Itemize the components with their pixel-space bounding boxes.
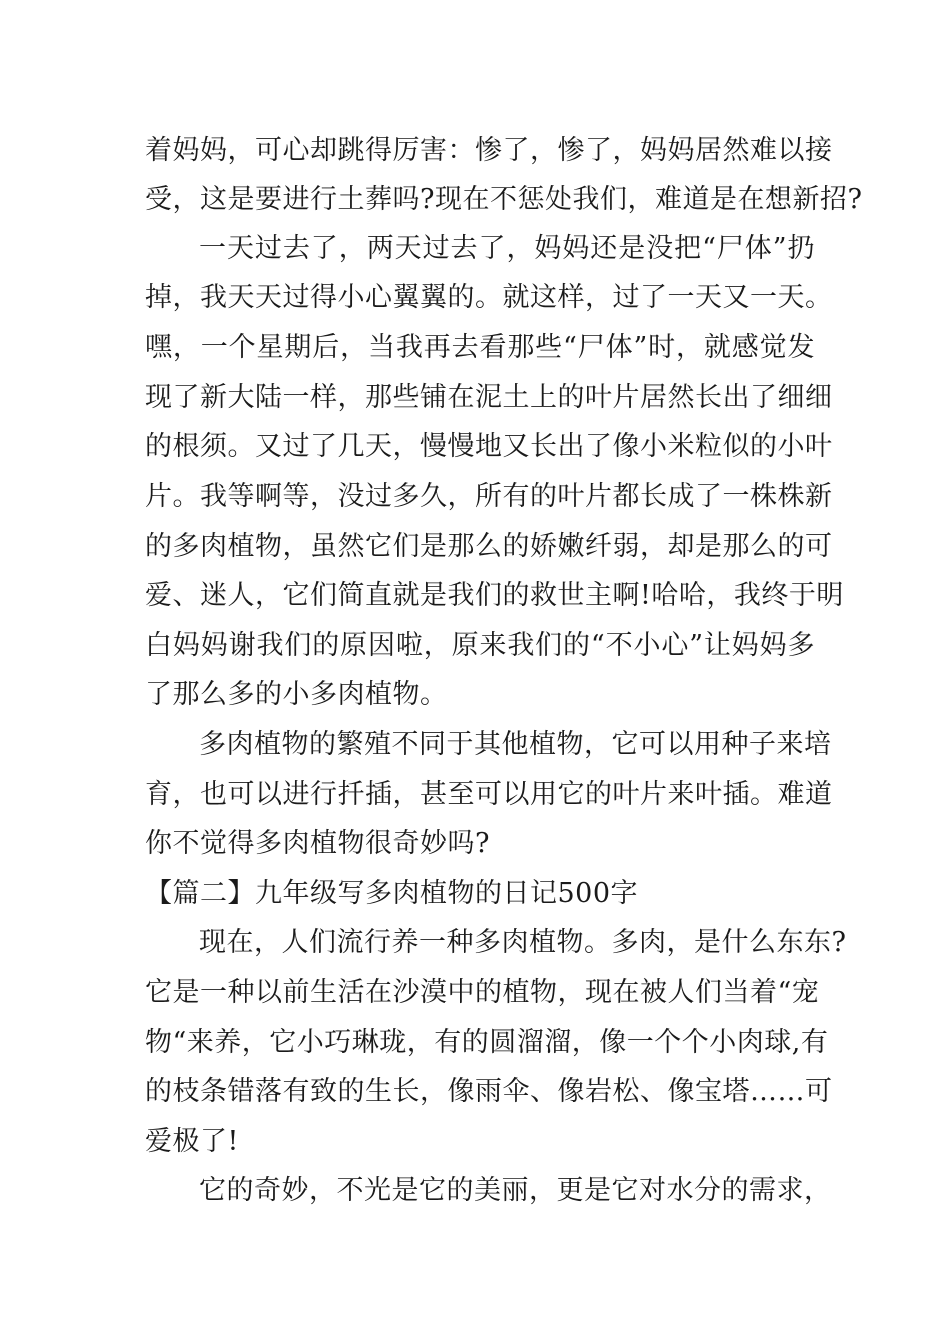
text-line: 片。我等啊等，没过多久，所有的叶片都长成了一株株新 <box>145 481 833 512</box>
text-line: 育，也可以进行扦插，甚至可以用它的叶片来叶插。难道 <box>145 779 833 810</box>
text-line: 受，这是要进行土葬吗?现在不惩处我们，难道是在想新招? <box>145 184 863 215</box>
text-line: 白妈妈谢我们的原因啦，原来我们的“不小心”让妈妈多 <box>145 630 815 661</box>
text-line: 的枝条错落有致的生长，像雨伞、像岩松、像宝塔……可 <box>145 1076 833 1107</box>
text-line: 嘿，一个星期后，当我再去看那些“尸体”时，就感觉发 <box>145 332 815 363</box>
text-line: 它的奇妙，不光是它的美丽，更是它对水分的需求， <box>199 1175 832 1206</box>
text-line: 的多肉植物，虽然它们是那么的娇嫩纤弱，却是那么的可 <box>145 531 833 562</box>
text-line: 爱极了! <box>145 1126 239 1157</box>
text-line: 爱、迷人，它们简直就是我们的救世主啊!哈哈，我终于明 <box>145 580 844 611</box>
text-line: 你不觉得多肉植物很奇妙吗? <box>145 828 490 859</box>
section-heading: 【篇二】九年级写多肉植物的日记500字 <box>145 878 639 909</box>
text-line: 掉，我天天过得小心翼翼的。就这样，过了一天又一天。 <box>145 282 833 313</box>
text-line: 它是一种以前生活在沙漠中的植物，现在被人们当着“宠 <box>145 977 820 1008</box>
text-line: 现在，人们流行养一种多肉植物。多肉，是什么东东? <box>199 927 847 958</box>
text-line: 现了新大陆一样，那些铺在泥土上的叶片居然长出了细细 <box>145 382 833 413</box>
text-line: 一天过去了，两天过去了，妈妈还是没把“尸体”扔 <box>199 233 815 264</box>
text-line: 的根须。又过了几天，慢慢地又长出了像小米粒似的小叶 <box>145 431 833 462</box>
text-line: 着妈妈，可心却跳得厉害：惨了，惨了，妈妈居然难以接 <box>145 135 833 166</box>
text-line: 多肉植物的繁殖不同于其他植物，它可以用种子来培 <box>199 729 832 760</box>
text-line: 物“来养，它小巧琳珑，有的圆溜溜，像一个个小肉球,有 <box>145 1027 829 1058</box>
text-line: 了那么多的小多肉植物。 <box>145 679 448 710</box>
